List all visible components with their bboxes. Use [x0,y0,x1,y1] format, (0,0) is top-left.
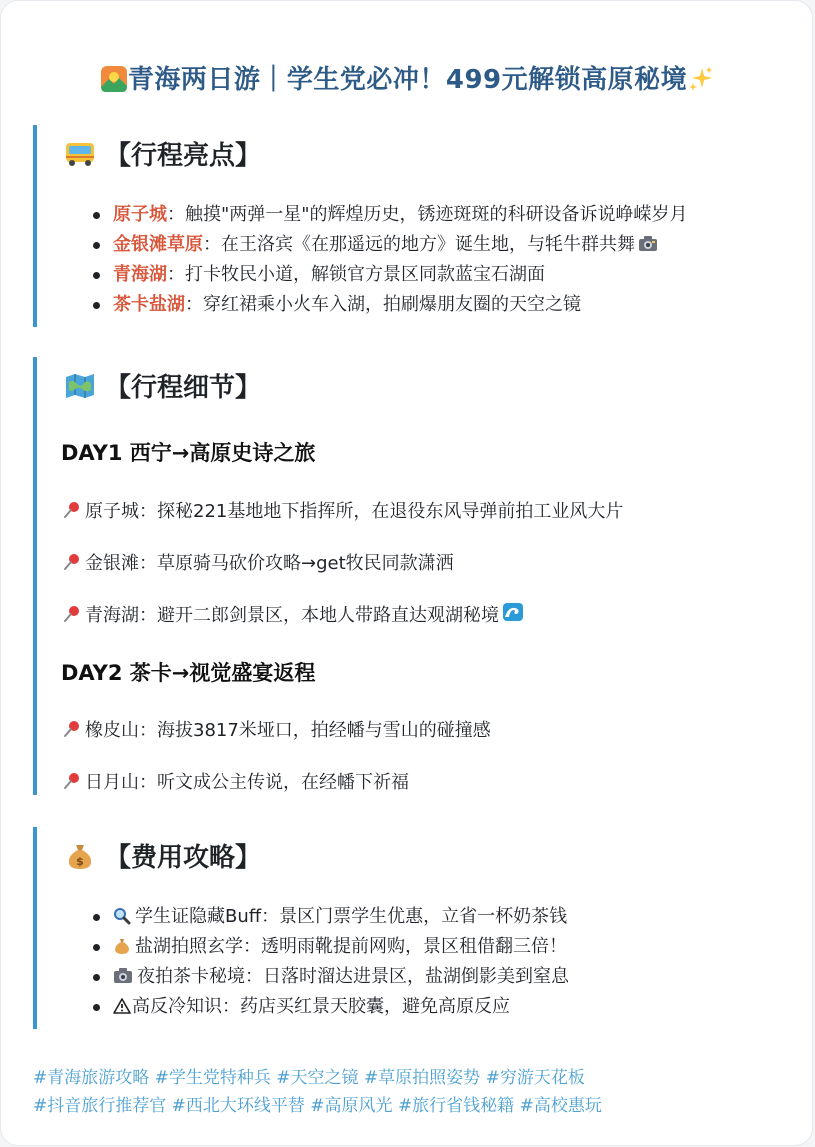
spot-name: 青海湖 [113,264,167,285]
spot-desc: ：在王洛宾《在那遥远的地方》诞生地，与牦牛群共舞 [203,234,635,255]
spot-name: 茶卡盐湖 [113,294,185,315]
day2-stop [63,768,409,794]
money-bag-icon [63,839,97,873]
highlights-section [33,125,793,327]
costs-list [93,905,569,1025]
list-item [93,263,688,293]
title-text: 青海两日游｜学生党必冲！499元解锁高原秘境 [127,65,688,95]
pushpin-icon [63,553,81,571]
magnifier-icon [113,907,131,932]
camera-icon [113,967,133,992]
svg-text:$: $ [76,854,84,868]
spot-name: 原子城 [113,204,167,225]
details-heading [63,367,261,404]
hashtags-line-2[interactable]: #抖音旅行推荐官 #西北大环线平替 #高原风光 #旅行省钱秘籍 #高校惠玩 [33,1096,602,1116]
page-title [1,59,814,100]
list-item [93,995,569,1025]
highlights-heading-text: 【行程亮点】 [105,141,262,171]
map-icon [63,369,97,403]
pushpin-icon [63,772,81,790]
list-item [93,935,569,965]
stop-text: 青海湖：避开二郎剑景区，本地人带路直达观湖秘境 [85,605,499,626]
wave-icon [502,602,524,627]
warning-icon [113,997,131,1022]
stop-text: 橡皮山：海拔3817米垭口，拍经幡与雪山的碰撞感 [85,720,491,741]
bus-icon [63,137,97,171]
stop-text: 金银滩：草原骑马砍价攻略→get牧民同款潇洒 [85,553,454,574]
costs-section [33,827,793,1029]
hashtags-line-1[interactable]: #青海旅游攻略 #学生党特种兵 #天空之镜 #草原拍照姿势 #穷游天花板 [33,1068,585,1088]
pushpin-icon [63,720,81,738]
cost-tip-text: 高反冷知识：药店买红景天胶囊，避免高原反应 [132,996,510,1017]
details-heading-text: 【行程细节】 [105,373,262,403]
list-item [93,203,688,233]
spot-desc: ：打卡牧民小道，解锁官方景区同款蓝宝石湖面 [167,264,545,285]
stop-text: 原子城：探秘221基地地下指挥所，在退役东风导弹前拍工业风大片 [85,501,624,522]
day1-title: DAY1 西宁→高原史诗之旅 [61,441,316,465]
spot-desc: ：触摸"两弹一星"的辉煌历史，锈迹斑斑的科研设备诉说峥嵘岁月 [167,204,688,225]
pushpin-icon [63,605,81,623]
day1-stop [63,601,524,627]
day1-stop [63,549,454,575]
list-item [93,233,688,263]
day2-stop [63,716,491,742]
spot-desc: ：穿红裙乘小火车入湖，拍刷爆朋友圈的天空之镜 [185,294,581,315]
mountain-sunrise-icon [100,65,128,100]
sparkles-icon [687,65,715,100]
highlights-list [93,203,688,323]
camera-icon [638,235,658,260]
cost-tip-text: 夜拍茶卡秘境：日落时溜达进景区，盐湖倒影美到窒息 [137,966,569,987]
list-item [93,905,569,935]
list-item [93,965,569,995]
day1-stop [63,497,623,523]
details-section [33,357,793,795]
day2-title: DAY2 茶卡→视觉盛宴返程 [61,661,316,685]
cost-tip-text: 盐湖拍照玄学：透明雨靴提前网购，景区租借翻三倍！ [135,936,567,957]
highlights-heading [63,135,261,172]
costs-heading [63,837,261,874]
money-bag-icon [113,937,131,962]
costs-heading-text: 【费用攻略】 [105,843,262,873]
spot-name: 金银滩草原 [113,234,203,255]
cost-tip-text: 学生证隐藏Buff：景区门票学生优惠，立省一杯奶茶钱 [135,906,568,927]
stop-text: 日月山：听文成公主传说，在经幡下祈福 [85,772,409,793]
pushpin-icon [63,501,81,519]
list-item [93,293,688,323]
